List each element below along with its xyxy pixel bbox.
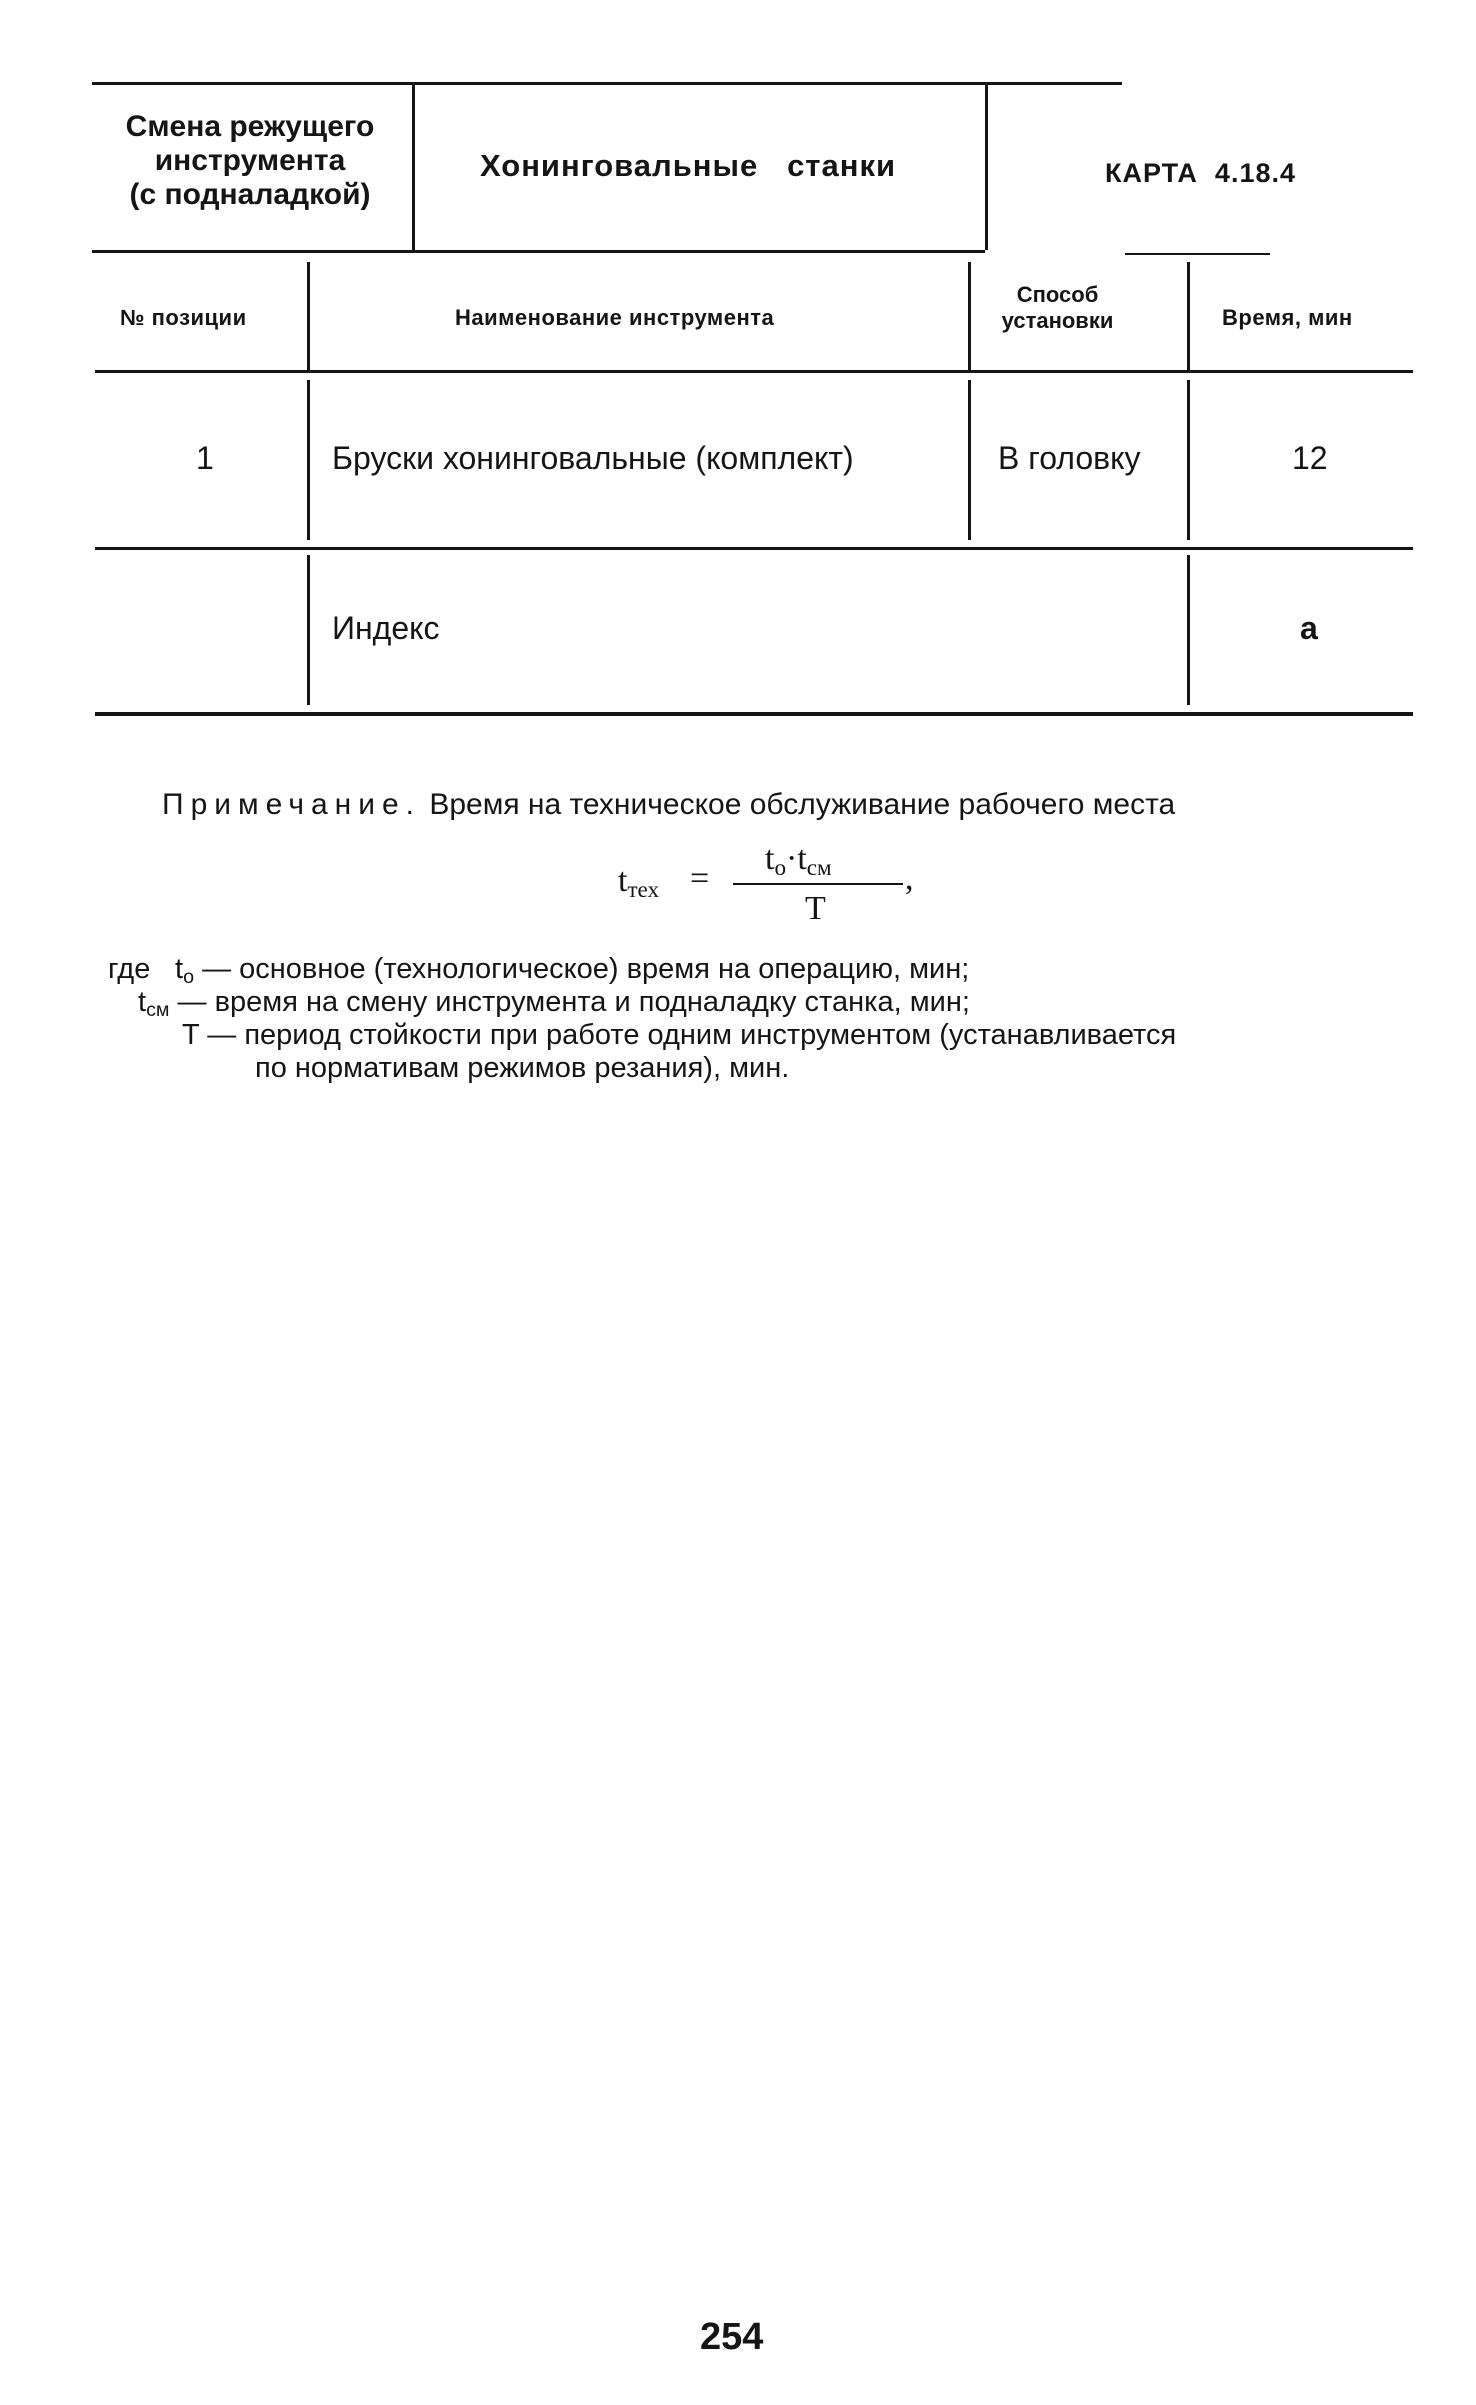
note-paragraph [162,790,1175,820]
formula-dot: · [786,840,798,877]
table-cell-mounting: В головку [998,440,1141,476]
section-title-line-2: инструмента [154,144,346,177]
table-row-rule [95,547,1413,550]
formula-numerator [765,840,832,882]
section-title-line-3: (с подналадкой) [129,178,371,211]
table-cell-position: 1 [196,440,214,476]
index-value: а [1300,610,1318,646]
page-number: 254 [700,2316,764,2358]
definition-continuation: по нормативам режимов резания), мин. [255,1052,790,1084]
header-bottom-rule-right [1125,253,1270,255]
definition-row-3 [182,1021,1176,1050]
definition-1-subscript: о [183,965,195,988]
header-right-divider [985,82,988,250]
row-1-divider-2 [968,380,971,540]
column-header-tool-name: Наименование инструмента [455,305,775,330]
formula-num-b: t [797,840,807,877]
section-title-line-1: Смена режущего [125,110,375,143]
machine-type: Хонинговальные станки [480,148,897,183]
definition-3-symbol: T [182,1019,200,1051]
formula-num-a-sub: о [774,854,787,881]
note-text: Время на техническое обслуживание рабочего места [429,788,1176,821]
column-header-position: № позиции [120,305,247,330]
row-1-divider-3 [1187,380,1190,540]
column-divider-1 [307,262,310,370]
index-row-divider-1 [307,555,310,705]
column-header-mounting-line-2: установки [1001,308,1114,333]
column-divider-3 [1187,262,1190,370]
formula-comma: , [905,860,914,897]
definition-2-text: — время на смену инструмента и подналадку станка, мин; [177,986,970,1018]
table-bottom-rule [95,712,1413,716]
formula-num-b-sub: см [806,854,832,881]
row-1-divider-1 [307,380,310,540]
column-header-mounting-line-1: Способ [1016,282,1099,307]
definition-1-text: — основное (технологическое) время на операцию, мин; [202,953,970,985]
table-header-rule [95,370,1413,373]
index-label: Индекс [332,610,440,646]
definition-2-symbol: t [138,986,147,1018]
section-title [95,110,405,212]
table-cell-tool-name: Бруски хонинговальные (комплект) [332,440,854,476]
definition-1-symbol: t [175,953,184,985]
formula-lhs-symbol: t [618,862,628,899]
card-id: КАРТА 4.18.4 [1105,158,1296,188]
formula-equals: = [690,860,710,897]
column-header-time: Время, мин [1222,305,1353,330]
definition-where: где [108,953,151,985]
note-label: Примечание. [162,788,421,821]
definition-2-subscript: см [146,998,170,1021]
formula-denominator: T [805,890,826,927]
header-bottom-rule-left [92,250,985,253]
column-divider-2 [968,262,971,370]
column-header-mounting [985,282,1130,334]
index-row-divider-2 [1187,555,1190,705]
table-cell-time: 12 [1292,440,1328,476]
fraction-bar [733,883,903,885]
definition-3-text: — период стойкости при работе одним инструментом (устанавливается [207,1019,1177,1051]
header-left-divider [412,82,415,250]
formula-num-a: t [765,840,775,877]
formula-lhs [618,862,659,904]
formula-lhs-subscript: тех [627,876,660,903]
header-top-rule [92,82,1122,85]
